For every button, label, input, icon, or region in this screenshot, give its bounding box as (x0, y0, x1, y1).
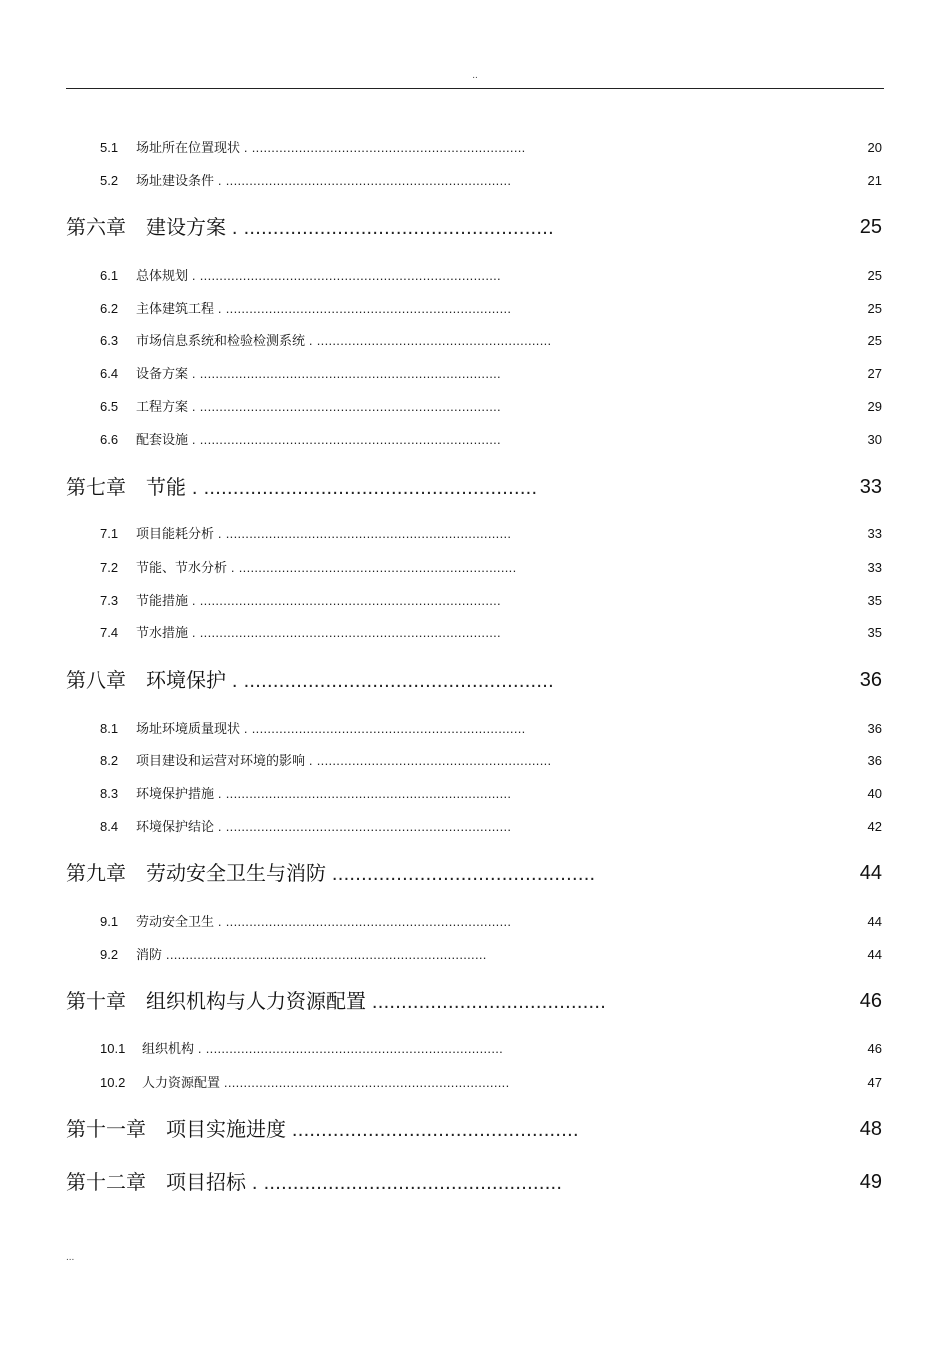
toc-entry-7-4[interactable] (100, 624, 501, 643)
section-number: 6.5 (100, 399, 119, 414)
chapter-number: 第九章 (66, 861, 126, 885)
leader-dots: . ......................................................................... (214, 526, 512, 541)
toc-entry-10-1[interactable] (100, 1040, 503, 1059)
section-title: 项目能耗分析 (136, 527, 215, 542)
page-number: 25 (859, 216, 882, 238)
leader-dots: . ................................................... (246, 1172, 563, 1194)
section-number: 6.4 (100, 366, 119, 381)
page-number: 33 (859, 476, 882, 498)
page-number: 36 (867, 753, 882, 768)
section-number: 8.3 (100, 786, 119, 801)
page-number: 36 (867, 721, 882, 736)
chapter-number: 第十二章 (66, 1170, 146, 1194)
page-number: 20 (867, 140, 882, 155)
leader-dots: . ............................................................................. (188, 399, 501, 414)
page-number: 33 (867, 560, 882, 575)
section-title: 主体建筑工程 (136, 302, 215, 317)
page-number: 27 (867, 366, 882, 381)
section-title: 场址建设条件 (136, 174, 215, 189)
leader-dots: . ..................................................... (226, 217, 554, 239)
toc-entry-8-3[interactable] (100, 785, 511, 804)
section-title: 场址所在位置现状 (136, 141, 241, 156)
leader-dots: ........................................ (366, 991, 607, 1013)
leader-dots: . ............................................................................. (188, 593, 501, 608)
leader-dots: . ............................................................ (305, 753, 552, 768)
leader-dots: . ............................................................................. (188, 432, 501, 447)
toc-chapter-8[interactable] (66, 667, 554, 694)
toc-entry-9-2[interactable] (100, 946, 487, 965)
leader-dots: . ..................................................... (226, 670, 554, 692)
section-title: 组织机构 (142, 1042, 195, 1057)
toc-entry-8-4[interactable] (100, 818, 511, 837)
section-number: 6.6 (100, 432, 119, 447)
section-title: 市场信息系统和检验检测系统 (136, 334, 306, 349)
toc-entry-7-3[interactable] (100, 592, 501, 611)
section-number: 6.3 (100, 333, 119, 348)
page-number: 48 (859, 1118, 882, 1140)
leader-dots: . ......................................................................... (214, 173, 512, 188)
section-title: 设备方案 (136, 367, 189, 382)
toc-entry-8-2[interactable] (100, 752, 551, 771)
page-number: 36 (859, 669, 882, 691)
page-number: 30 (867, 432, 882, 447)
toc-chapter-10[interactable] (66, 988, 606, 1015)
leader-dots: . ............................................................................ (194, 1041, 504, 1056)
leader-dots: . ............................................................................. (188, 625, 501, 640)
header-mark: .. (472, 70, 478, 81)
leader-dots: . ....................................................................... (227, 560, 517, 575)
leader-dots: ............................................. (326, 863, 596, 885)
chapter-title: 环境保护 (146, 668, 226, 692)
page-number: 44 (867, 947, 882, 962)
page-number: 40 (867, 786, 882, 801)
page-number: 49 (859, 1171, 882, 1193)
section-title: 环境保护结论 (136, 820, 215, 835)
leader-dots: . ............................................................................. (188, 268, 501, 283)
section-number: 9.1 (100, 914, 119, 929)
section-number: 6.2 (100, 301, 119, 316)
page-number: 21 (867, 173, 882, 188)
page-number: 25 (867, 268, 882, 283)
chapter-number: 第十一章 (66, 1117, 146, 1141)
leader-dots: . ......................................................................... (214, 301, 512, 316)
section-number: 10.2 (100, 1075, 126, 1090)
leader-dots: . ...................................................................... (240, 721, 526, 736)
page-number: 46 (859, 990, 882, 1012)
section-number: 8.4 (100, 819, 119, 834)
section-number: 10.1 (100, 1041, 126, 1056)
header-rule (66, 88, 884, 89)
leader-dots: . ............................................................ (305, 333, 552, 348)
toc-entry-5-1[interactable] (100, 139, 526, 158)
section-title: 项目建设和运营对环境的影响 (136, 754, 306, 769)
toc-entry-6-3[interactable] (100, 332, 551, 351)
section-number: 7.4 (100, 625, 119, 640)
leader-dots: ................................................. (286, 1119, 579, 1141)
toc-entry-6-2[interactable] (100, 300, 511, 319)
chapter-number: 第八章 (66, 668, 126, 692)
toc-entry-10-2[interactable] (100, 1074, 510, 1093)
chapter-title: 劳动安全卫生与消防 (146, 861, 326, 885)
chapter-number: 第七章 (66, 475, 126, 499)
page-number: 25 (867, 333, 882, 348)
page-number: 46 (867, 1041, 882, 1056)
section-title: 工程方案 (136, 400, 189, 415)
leader-dots: . ......................................................................... (214, 819, 512, 834)
chapter-title: 建设方案 (146, 215, 226, 239)
page-number: 35 (867, 593, 882, 608)
section-number: 5.1 (100, 140, 119, 155)
section-number: 6.1 (100, 268, 119, 283)
toc-entry-6-1[interactable] (100, 267, 501, 286)
section-title: 人力资源配置 (142, 1076, 221, 1091)
section-title: 场址环境质量现状 (136, 722, 241, 737)
footer-mark: ... (66, 1252, 75, 1263)
page-number: 47 (867, 1075, 882, 1090)
section-title: 节水措施 (136, 626, 189, 641)
section-number: 7.1 (100, 526, 119, 541)
leader-dots: .................................................................................. (162, 947, 487, 962)
page-number: 44 (859, 862, 882, 884)
chapter-number: 第六章 (66, 215, 126, 239)
toc-entry-5-2[interactable] (100, 172, 511, 191)
toc-chapter-11[interactable] (66, 1116, 579, 1143)
page-number: 35 (867, 625, 882, 640)
section-number: 5.2 (100, 173, 119, 188)
section-number: 8.1 (100, 721, 119, 736)
leader-dots: . ......................................................................... (214, 786, 512, 801)
section-title: 环境保护措施 (136, 787, 215, 802)
toc-chapter-12[interactable] (66, 1169, 562, 1196)
leader-dots: . ...................................................................... (240, 140, 526, 155)
leader-dots: . ......................................................................... (214, 914, 512, 929)
toc-entry-6-5[interactable] (100, 398, 501, 417)
section-title: 节能、节水分析 (136, 561, 228, 576)
page-number: 33 (867, 526, 882, 541)
page-number: 29 (867, 399, 882, 414)
chapter-title: 组织机构与人力资源配置 (146, 989, 366, 1013)
section-number: 7.3 (100, 593, 119, 608)
section-title: 消防 (136, 948, 163, 963)
section-title: 节能措施 (136, 594, 189, 609)
toc-chapter-7[interactable] (66, 474, 537, 501)
page-number: 25 (867, 301, 882, 316)
toc-entry-7-2[interactable] (100, 559, 517, 578)
chapter-title: 项目招标 (166, 1170, 246, 1194)
toc-entry-8-1[interactable] (100, 720, 526, 739)
section-title: 劳动安全卫生 (136, 915, 215, 930)
chapter-title: 节能 (146, 475, 186, 499)
toc-entry-6-6[interactable] (100, 431, 501, 450)
page-number: 44 (867, 914, 882, 929)
leader-dots: . ......................................................... (186, 477, 538, 499)
toc-chapter-6[interactable] (66, 214, 554, 241)
section-title: 总体规划 (136, 269, 189, 284)
toc-entry-7-1[interactable] (100, 525, 511, 544)
section-title: 配套设施 (136, 433, 189, 448)
chapter-title: 项目实施进度 (166, 1117, 286, 1141)
leader-dots: ......................................................................... (220, 1075, 510, 1090)
leader-dots: . ............................................................................. (188, 366, 501, 381)
chapter-number: 第十章 (66, 989, 126, 1013)
section-number: 9.2 (100, 947, 119, 962)
toc-entry-9-1[interactable] (100, 913, 511, 932)
toc-chapter-9[interactable] (66, 860, 595, 887)
page-number: 42 (867, 819, 882, 834)
section-number: 7.2 (100, 560, 119, 575)
toc-entry-6-4[interactable] (100, 365, 501, 384)
section-number: 8.2 (100, 753, 119, 768)
